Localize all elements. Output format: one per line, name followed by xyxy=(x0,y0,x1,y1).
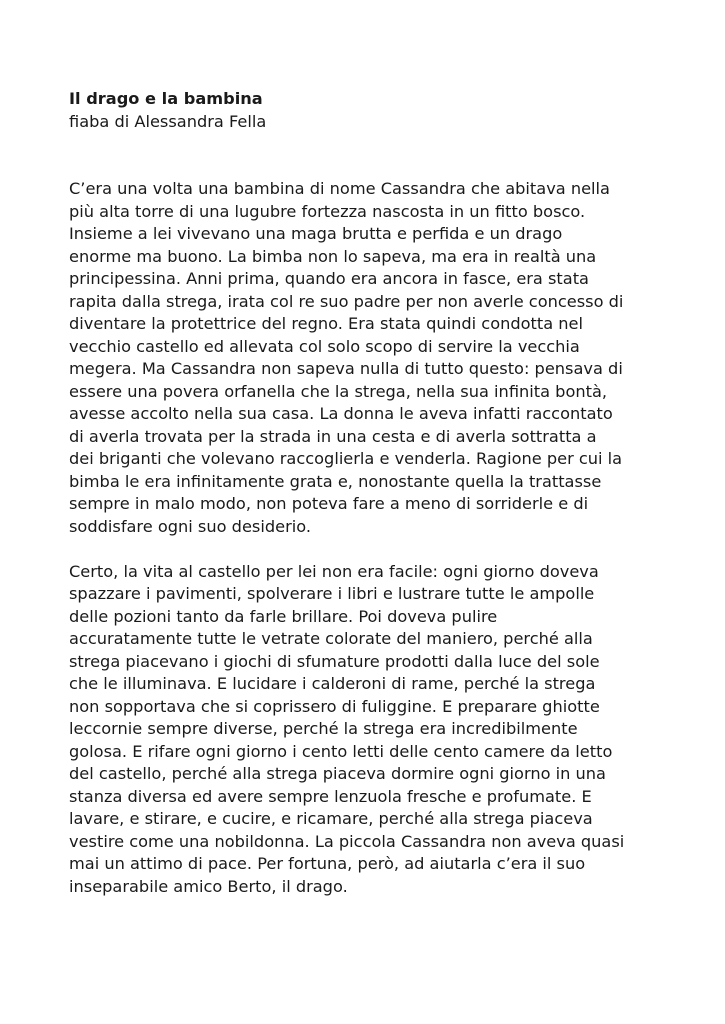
text-line: delle pozioni tanto da farle brillare. Poi doveva pulire xyxy=(69,606,498,626)
text-line: vecchio castello ed allevata col solo scopo di servire la vecchia xyxy=(69,336,580,356)
text-line: accuratamente tutte le vetrate colorate del maniero, perché alla xyxy=(69,629,593,648)
text-line: lavare, e stirare, e cucire, e ricamare, perché alla strega piaceva xyxy=(69,809,593,828)
text-line: inseparabile amico Berto, il drago. xyxy=(69,876,348,896)
text-line: essere una povera orfanella che la strega, nella sua infinita bontà, xyxy=(69,381,608,401)
text-line: enorme ma buono. La bimba non lo sapeva, ma era in realtà una xyxy=(69,246,597,266)
story-author: fiaba di Alessandra Fella xyxy=(69,111,267,131)
text-line: di averla trovata per la strada in una cesta e di averla sottratta a xyxy=(69,426,597,446)
text-line: rapita dalla strega, irata col re suo padre per non averle concesso di xyxy=(69,291,624,311)
text-line: bimba le era infinitamente grata e, nonostante quella la trattasse xyxy=(69,471,602,491)
paragraph-2 xyxy=(69,561,664,899)
text-line: strega piacevano i giochi di sfumature prodotti dalla luce del sole xyxy=(69,651,600,671)
text-line: più alta torre di una lugubre fortezza nascosta in un fitto bosco. xyxy=(69,201,586,221)
text-line: del castello, perché alla strega piaceva dormire ogni giorno in una xyxy=(69,764,606,783)
text-line: spazzare i pavimenti, spolverare i libri e lustrare tutte le ampolle xyxy=(69,584,595,603)
text-line: soddisfare ogni suo desiderio. xyxy=(69,516,311,536)
text-line: principessina. Anni prima, quando era ancora in fasce, era stata xyxy=(69,269,589,288)
text-line: mai un attimo di pace. Per fortuna, però, ad aiutarla c’era il suo xyxy=(69,854,586,873)
text-line: avesse accolto nella sua casa. La donna le aveva infatti raccontato xyxy=(69,404,613,423)
document-body xyxy=(69,88,664,898)
text-line: non sopportava che si coprissero di fuliggine. E preparare ghiotte xyxy=(69,696,600,716)
text-line: dei briganti che volevano raccoglierla e venderla. Ragione per cui la xyxy=(69,449,623,468)
text-line: vestire come una nobildonna. La piccola Cassandra non aveva quasi xyxy=(69,831,625,851)
text-line: megera. Ma Cassandra non sapeva nulla di tutto questo: pensava di xyxy=(69,359,623,378)
text-line: golosa. E rifare ogni giorno i cento letti delle cento camere da letto xyxy=(69,741,613,761)
text-line: leccornie sempre diverse, perché la strega era incredibilmente xyxy=(69,719,578,738)
text-line: stanza diversa ed avere sempre lenzuola fresche e profumate. E xyxy=(69,786,592,806)
text-line: sempre in malo modo, non poteva fare a meno di sorriderle e di xyxy=(69,494,589,513)
text-line: C’era una volta una bambina di nome Cassandra che abitava nella xyxy=(69,179,610,198)
paragraph-1 xyxy=(69,178,664,538)
text-line: diventare la protettrice del regno. Era stata quindi condotta nel xyxy=(69,314,584,333)
text-line: che le illuminava. E lucidare i calderoni di rame, perché la strega xyxy=(69,674,596,693)
story-title: Il drago e la bambina xyxy=(69,89,263,108)
text-line: Insieme a lei vivevano una maga brutta e perfida e un drago xyxy=(69,224,563,243)
text-line: Certo, la vita al castello per lei non era facile: ogni giorno doveva xyxy=(69,561,599,581)
